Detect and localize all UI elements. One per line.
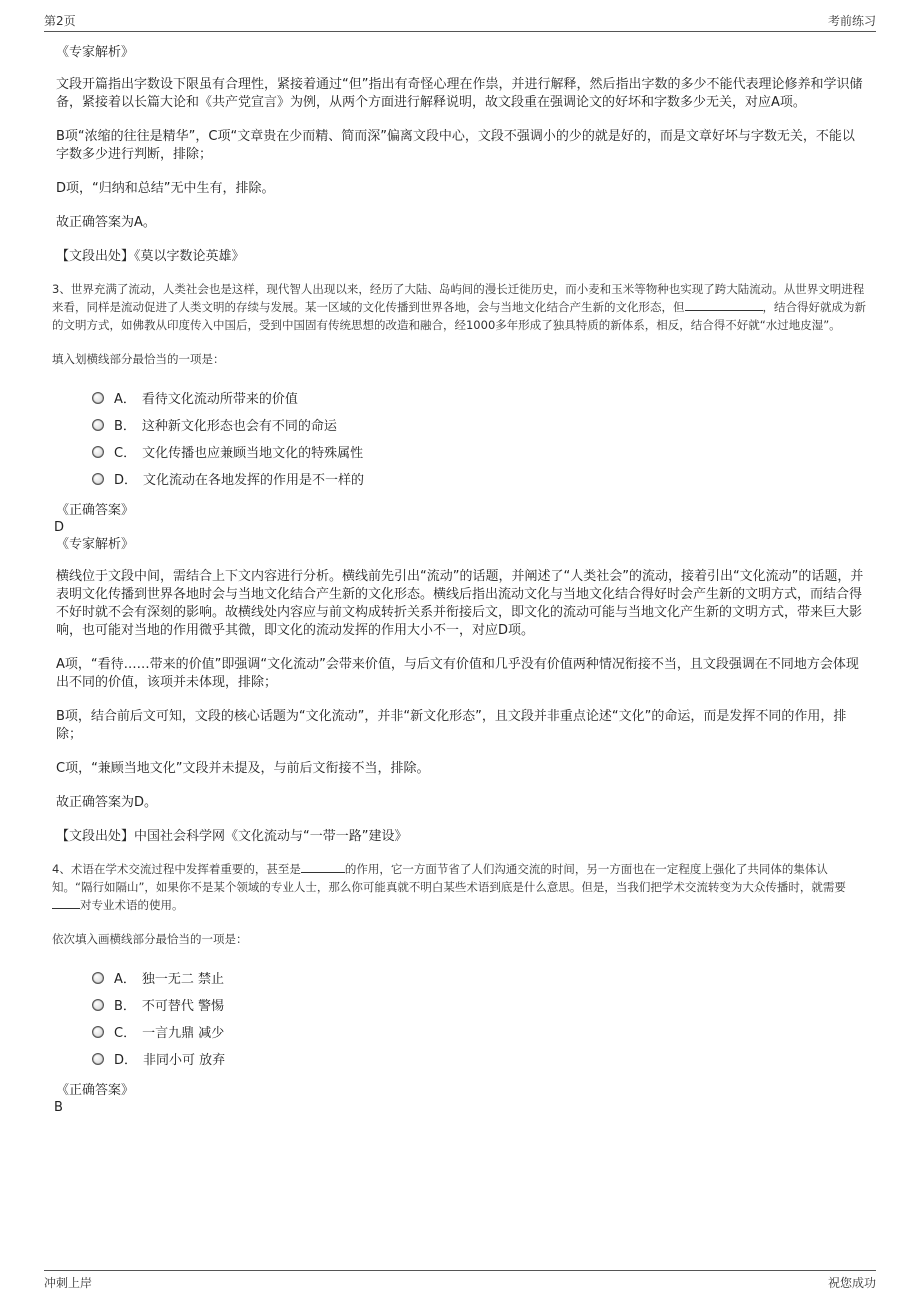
option-c[interactable]: C． 一言九鼎 减少 <box>92 1018 866 1045</box>
answer-value: B <box>54 1100 63 1115</box>
header-title: 考前练习 <box>827 14 876 28</box>
source-citation: 【文段出处】《莫以字数论英雄》 <box>56 249 245 264</box>
source-citation: 【文段出处】中国社会科学网《文化流动与“一带一路”建设》 <box>56 829 408 844</box>
blank <box>52 896 80 909</box>
radio-button-icon[interactable] <box>92 446 104 458</box>
analysis-paragraph: 文段开篇指出字数设下限虽有合理性，紧接着通过“但”指出有奇怪心理在作祟，并进行解释，然后指出字数的多少不能代表理论修养和学识储备，紧接着以长篇大论和《共产党宣言》为例，从两个方面进行解释说明，故文段重在强调论文的好坏和字数多少无关，对应A项。 <box>56 77 863 110</box>
analysis-paragraph: A项，“看待……带来的价值”即强调“文化流动”会带来价值，与后文有价值和几乎没有价值两种情况衔接不当，且文段强调在不同地方会体现出不同的价值，该项并未体现，排除； <box>56 657 859 690</box>
radio-button-icon[interactable] <box>92 392 104 404</box>
radio-button-icon[interactable] <box>92 972 104 984</box>
option-b[interactable]: B． 这种新文化形态也会有不同的命运 <box>92 411 866 438</box>
analysis-paragraph: B项，结合前后文可知，文段的核心话题为“文化流动”，并非“新文化形态”，且文段并非重点论述“文化”的命运，而是发挥不同的作用，排除； <box>56 709 847 742</box>
radio-button-icon[interactable] <box>92 1053 104 1065</box>
analysis-heading: 《专家解析》 <box>56 537 135 552</box>
footer-right: 祝您成功 <box>827 1276 876 1290</box>
option-a[interactable]: A． 看待文化流动所带来的价值 <box>92 384 866 411</box>
answer-heading: 《正确答案》 <box>56 1083 135 1098</box>
previous-analysis <box>52 44 866 266</box>
page-footer <box>44 1270 876 1291</box>
question-4-prompt: 依次填入画横线部分最恰当的一项是： <box>52 932 248 946</box>
footer-left: 冲刺上岸 <box>44 1276 93 1290</box>
question-3-prompt: 填入划横线部分最恰当的一项是： <box>52 352 225 366</box>
question-4-options <box>92 964 866 1072</box>
question-4-text: 4、术语在学术交流过程中发挥着重要的，甚至是 的作用，它一方面节省了人们沟通交流的时间，另一方面也在一定程度上强化了共同体的集体认知。“隔行如隔山”，如果你不是某个领域的专业人士，那么你可能真就不明白某些术语到底是什么意思。但是，当我们把学术交流转变为大众传播时，就需要对专业术语的使用。 <box>52 862 846 912</box>
analysis-conclusion: 故正确答案为A。 <box>56 215 156 230</box>
question-3 <box>52 280 866 846</box>
blank <box>685 298 763 311</box>
document-content <box>52 44 866 1120</box>
radio-button-icon[interactable] <box>92 473 104 485</box>
analysis-paragraph: C项，“兼顾当地文化”文段并未提及，与前后文衔接不当，排除。 <box>56 761 430 776</box>
answer-value: D <box>54 520 65 535</box>
radio-button-icon[interactable] <box>92 419 104 431</box>
question-3-options <box>92 384 866 492</box>
radio-button-icon[interactable] <box>92 999 104 1011</box>
question-4 <box>52 860 866 1116</box>
analysis-paragraph: 横线位于文段中间，需结合上下文内容进行分析。横线前先引出“流动”的话题，并阐述了“人类社会”的流动，接着引出“文化流动”的话题，并表明文化传播到世界各地时会与当地文化结合产生新的文化形态。横线后指出流动文化与当地文化结合得好时会产生新的文明方式，而结合得不好时就不会有深刻的影响。故横线处内容应与前文构成转折关系并衔接后文，即文化的流动可能与当地文化产生新的文明方式，带来巨大影响，也可能对当地的作用微乎其微，即文化的流动发挥的作用大小不一，对应D项。 <box>56 569 864 638</box>
option-d[interactable]: D． 文化流动在各地发挥的作用是不一样的 <box>92 465 866 492</box>
question-3-text: 3、世界充满了流动，人类社会也是这样，现代智人出现以来，经历了大陆、岛屿间的漫长迁徙历史，而小麦和玉米等物种也实现了跨大陆流动。从世界文明进程来看，同样是流动促进了人类文明的存续与发展。某一区域的文化传播到世界各地，会与当地文化结合产生新的文化形态，但 ，结合得好就成为新的文明方式，如佛教从印度传入中国后，受到中国固有传统思想的改造和融合，经1000多年形成了独具特质的新体系，相反，结合得不好就“水过地皮湿”。 <box>52 282 866 332</box>
page-header <box>44 12 876 32</box>
answer-heading: 《正确答案》 <box>56 503 135 518</box>
analysis-conclusion: 故正确答案为D。 <box>56 795 158 810</box>
blank <box>301 860 345 873</box>
option-a[interactable]: A． 独一无二 禁止 <box>92 964 866 991</box>
page-number: 第2页 <box>44 14 76 28</box>
analysis-heading: 《专家解析》 <box>56 45 135 60</box>
option-b[interactable]: B． 不可替代 警惕 <box>92 991 866 1018</box>
analysis-paragraph: D项，“归纳和总结”无中生有，排除。 <box>56 181 275 196</box>
analysis-paragraph: B项“浓缩的往往是精华”，C项“文章贵在少而精、简而深”偏离文段中心，文段不强调小的少的就是好的，而是文章好坏与字数无关，不能以字数多少进行判断，排除； <box>56 129 855 162</box>
option-d[interactable]: D． 非同小可 放弃 <box>92 1045 866 1072</box>
radio-button-icon[interactable] <box>92 1026 104 1038</box>
option-c[interactable]: C． 文化传播也应兼顾当地文化的特殊属性 <box>92 438 866 465</box>
